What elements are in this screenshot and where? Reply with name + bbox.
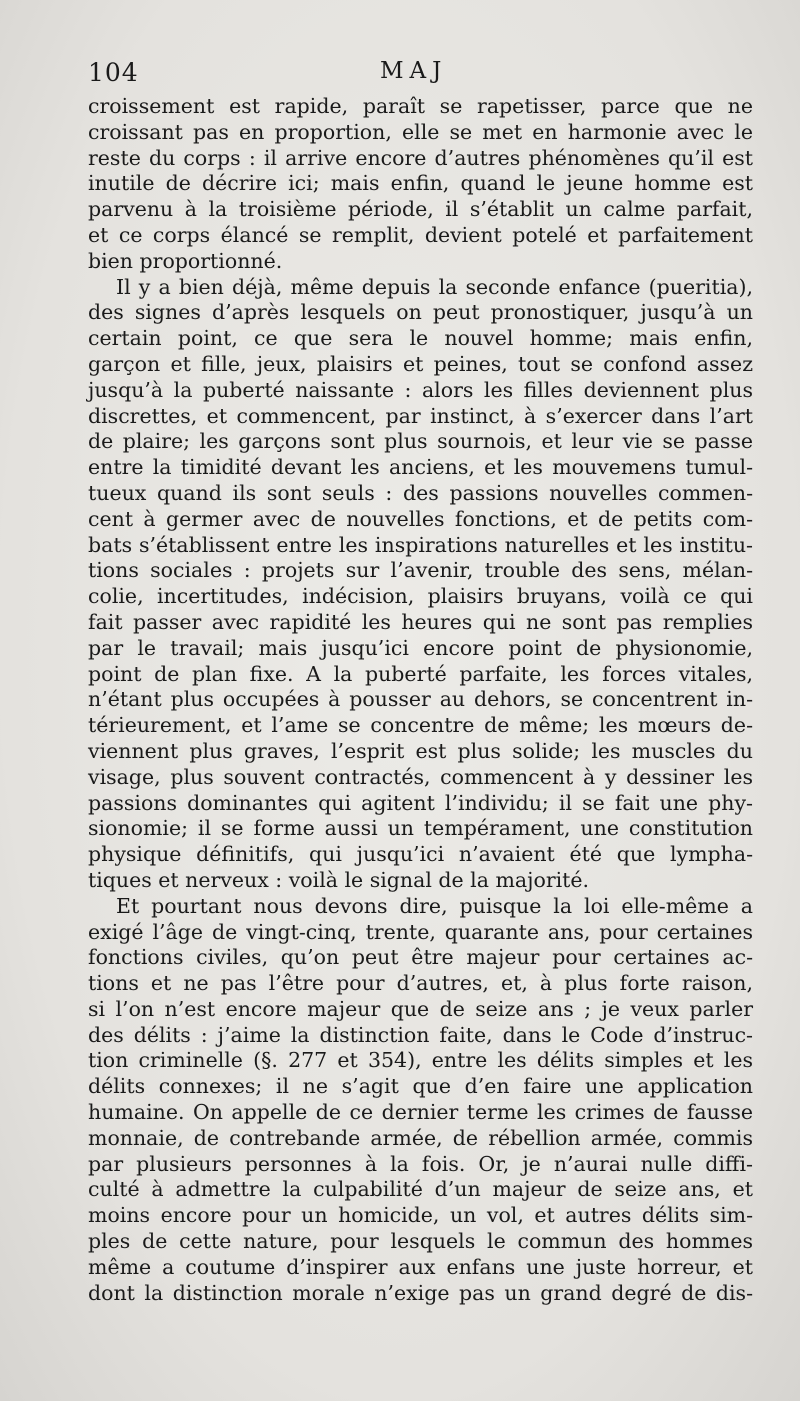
text-line: des signes d’après lesquels on peut pronostiquer, jusqu’à un: [88, 300, 753, 325]
text-line: sionomie; il se forme aussi un tempérament, une constitution: [88, 816, 753, 841]
text-line: jusqu’à la puberté naissante : alors les filles deviennent plus: [88, 377, 753, 402]
body-text: [88, 94, 753, 1306]
text-line: Il y a bien déjà, même depuis la seconde enfance (pueritia),: [116, 274, 753, 299]
text-line: délits connexes; il ne s’agit que d’en faire une application: [88, 1074, 753, 1099]
text-line: exigé l’âge de vingt-cinq, trente, quarante ans, pour certaines: [88, 919, 753, 944]
text-line: visage, plus souvent contractés, commencent à y dessiner les: [88, 764, 753, 789]
text-line: colie, incertitudes, indécision, plaisirs bruyans, voilà ce qui: [88, 584, 753, 609]
text-line: croissant pas en proportion, elle se met en harmonie avec le: [88, 119, 753, 144]
text-line: entre la timidité devant les anciens, et les mouvemens tumul-: [88, 455, 753, 480]
text-line: culté à admettre la culpabilité d’un majeur de seize ans, et: [88, 1177, 753, 1202]
text-line: des délits : j’aime la distinction faite, dans le Code d’instruc-: [88, 1022, 753, 1047]
text-line: parvenu à la troisième période, il s’établit un calme parfait,: [88, 197, 753, 222]
text-line: et ce corps élancé se remplit, devient potelé et parfaitement: [88, 222, 753, 247]
text-line: si l’on n’est encore majeur que de seize ans ; je veux parler: [88, 996, 753, 1021]
text-line: discrettes, et commencent, par instinct, à s’exercer dans l’art: [88, 403, 753, 428]
text-line: n’étant plus occupées à pousser au dehors, se concentrent in-: [88, 687, 753, 712]
text-line: ples de cette nature, pour lesquels le commun des hommes: [88, 1229, 753, 1254]
text-line: tions sociales : projets sur l’avenir, trouble des sens, mélan-: [88, 558, 753, 583]
text-line: humaine. On appelle de ce dernier terme les crimes de fausse: [88, 1100, 753, 1125]
text-line: point de plan fixe. A la puberté parfaite, les forces vitales,: [88, 661, 753, 686]
text-line: de plaire; les garçons sont plus sournois, et leur vie se passe: [88, 429, 753, 454]
running-head: MAJ: [380, 58, 448, 84]
text-line: bien proportionné.: [88, 248, 283, 273]
text-line: reste du corps : il arrive encore d’autres phénomènes qu’il est: [88, 145, 753, 170]
text-line: inutile de décrire ici; mais enfin, quand le jeune homme est: [88, 171, 753, 196]
text-line: tiques et nerveux : voilà le signal de la majorité.: [88, 867, 590, 892]
text-line: par le travail; mais jusqu’ici encore point de physionomie,: [88, 635, 753, 660]
text-line: cent à germer avec de nouvelles fonctions, et de petits com-: [88, 506, 753, 531]
page-number: 104: [88, 58, 139, 87]
text-line: tions et ne pas l’être pour d’autres, et, à plus forte raison,: [88, 971, 753, 996]
text-line: Et pourtant nous devons dire, puisque la loi elle-même a: [116, 893, 753, 918]
text-line: même a coutume d’inspirer aux enfans une juste horreur, et: [88, 1254, 753, 1279]
text-line: tion criminelle (§. 277 et 354), entre les délits simples et les: [88, 1048, 753, 1073]
text-line: croissement est rapide, paraît se rapetisser, parce que ne: [88, 94, 753, 118]
text-line: viennent plus graves, l’esprit est plus solide; les muscles du: [88, 738, 753, 763]
text-line: garçon et fille, jeux, plaisirs et peines, tout se confond assez: [88, 351, 753, 376]
text-line: térieurement, et l’ame se concentre de même; les mœurs de-: [88, 713, 753, 738]
text-line: par plusieurs personnes à la fois. Or, je n’aurai nulle diffi-: [88, 1151, 753, 1176]
text-line: passions dominantes qui agitent l’individu; il se fait une phy-: [88, 790, 753, 815]
text-line: physique définitifs, qui jusqu’ici n’avaient été que lympha-: [88, 842, 753, 867]
page-header: [88, 58, 753, 94]
text-line: dont la distinction morale n’exige pas un grand degré de dis-: [88, 1280, 753, 1305]
text-line: tueux quand ils sont seuls : des passions nouvelles commen-: [88, 480, 753, 505]
text-line: fonctions civiles, qu’on peut être majeur pour certaines ac-: [88, 945, 753, 970]
text-line: fait passer avec rapidité les heures qui ne sont pas remplies: [88, 609, 753, 634]
text-line: certain point, ce que sera le nouvel homme; mais enfin,: [88, 326, 753, 351]
text-line: bats s’établissent entre les inspirations naturelles et les institu-: [88, 532, 753, 557]
text-line: moins encore pour un homicide, un vol, et autres délits sim-: [88, 1203, 753, 1228]
text-line: monnaie, de contrebande armée, de rébellion armée, commis: [88, 1125, 753, 1150]
